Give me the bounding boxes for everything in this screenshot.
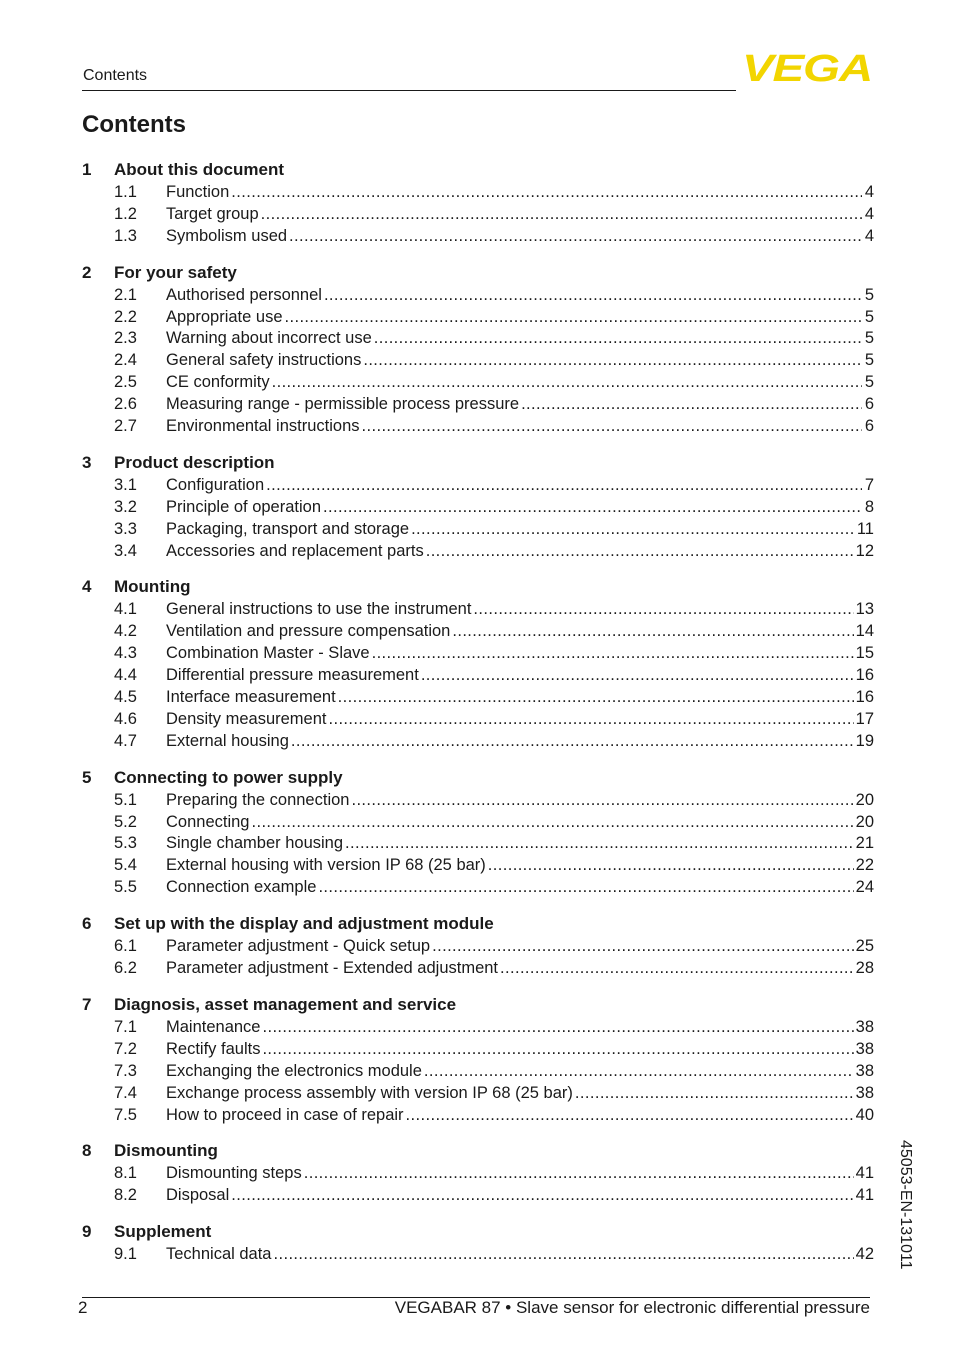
toc-entry[interactable] [82,790,874,812]
toc-entry-page: 15 [855,644,874,663]
toc-entry[interactable] [82,1163,874,1185]
toc-dot-leader [406,1105,854,1127]
toc-section-heading[interactable] [82,451,874,475]
toc-entry-title: External housing [166,731,289,750]
toc-dot-leader [421,665,854,687]
toc-section-number: 6 [82,914,92,934]
toc-section-heading[interactable] [82,158,874,182]
toc-entry-number: 6.2 [114,959,137,978]
toc-entry-page: 41 [855,1186,874,1205]
toc-entry-page: 5 [864,285,874,304]
toc-entry[interactable] [82,833,874,855]
header-label: Contents [83,67,148,84]
toc-entry[interactable] [82,731,874,753]
toc-entry-number: 4.1 [114,600,137,619]
toc-entry[interactable] [82,475,874,497]
toc-section-heading[interactable] [82,912,874,936]
toc-entry[interactable] [82,621,874,643]
toc-dot-leader [262,1017,853,1039]
toc-entry-number: 2.6 [114,395,137,414]
toc-dot-leader [363,350,862,372]
toc-entry-title: Exchange process assembly with version IP 68 (25 bar) [166,1083,573,1102]
toc-entry-number: 7.5 [114,1105,137,1124]
toc-dot-leader [426,541,854,563]
toc-entry-number: 2.3 [114,329,137,348]
toc-section [82,575,874,752]
toc-section [82,451,874,563]
toc-entry-page: 5 [864,307,874,326]
toc-entry-title: Measuring range - permissible process pressure [166,395,520,414]
page-title: Contents [82,111,186,138]
toc-entry[interactable] [82,1244,874,1266]
toc-entry-title: Parameter adjustment - Quick setup [166,937,431,956]
toc-entry[interactable] [82,350,874,372]
toc-entry-page: 5 [864,329,874,348]
toc-entry-number: 2.7 [114,417,137,436]
toc-section-title: Diagnosis, asset management and service [114,994,457,1014]
toc-entry-page: 38 [855,1039,874,1058]
toc-section-number: 5 [82,767,92,787]
toc-entry-page: 5 [864,373,874,392]
toc-dot-leader [304,1163,854,1185]
toc-entry-page: 41 [855,1164,874,1183]
toc-entry-number: 8.2 [114,1186,137,1205]
toc-section-title: Set up with the display and adjustment module [114,914,494,934]
toc-entry-page: 17 [855,709,874,728]
toc-dot-leader [488,855,854,877]
toc-entry[interactable] [82,855,874,877]
toc-entry-number: 7.3 [114,1061,137,1080]
toc-entry[interactable] [82,1083,874,1105]
toc-entry[interactable] [82,1039,874,1061]
toc-entry-title: Maintenance [166,1017,261,1036]
toc-entry[interactable] [82,204,874,226]
toc-entry[interactable] [82,665,874,687]
toc-entry-page: 40 [855,1105,874,1124]
toc-entry-number: 5.2 [114,812,137,831]
toc-entry-page: 38 [855,1017,874,1036]
toc-entry-number: 6.1 [114,937,137,956]
toc-entry-number: 4.2 [114,622,137,641]
toc-entry[interactable] [82,709,874,731]
toc-dot-leader [323,497,862,519]
document-code: 45053-EN-131011 [897,1140,914,1270]
toc-entry-title: Environmental instructions [166,417,360,436]
toc-dot-leader [266,475,862,497]
toc-entry-number: 4.3 [114,644,137,663]
toc-dot-leader [272,372,862,394]
toc-entry-page: 24 [855,878,874,897]
toc-entry-title: How to proceed in case of repair [166,1105,404,1124]
toc-entry-number: 9.1 [114,1245,137,1264]
toc-section-title: For your safety [114,262,237,282]
toc-entry-page: 20 [855,790,874,809]
toc-entry[interactable] [82,643,874,665]
toc-dot-leader [372,643,854,665]
toc-entry-page: 4 [864,183,874,201]
toc-entry-number: 4.4 [114,666,137,685]
toc-entry[interactable] [82,328,874,350]
toc-entry-page: 16 [855,688,874,707]
toc-entry-number: 5.5 [114,878,137,897]
toc-entry-page: 8 [864,497,874,516]
toc-entry-page: 14 [855,622,874,641]
vega-logo-text: VEGA [742,52,872,84]
toc-entry-title: General safety instructions [166,351,362,370]
toc-dot-leader [231,1185,853,1207]
toc-entry-title: Rectify faults [166,1039,261,1058]
toc-entry-title: Principle of operation [166,497,322,516]
toc-dot-leader [274,1244,854,1266]
toc-section-heading[interactable] [82,766,874,790]
toc-entry-title: Parameter adjustment - Extended adjustment [166,959,499,978]
toc-dot-leader [291,731,854,753]
toc-entry-page: 19 [855,731,874,750]
toc-section-number: 7 [82,994,92,1014]
toc-entry[interactable] [82,285,874,307]
toc-entry-title: Accessories and replacement parts [166,541,424,560]
toc-dot-leader [351,790,853,812]
toc-dot-leader [262,1039,853,1061]
toc-entry-title: Authorised personnel [166,285,322,304]
toc-dot-leader [345,833,854,855]
toc-entry-title: CE conformity [166,373,270,392]
toc-entry-number: 7.2 [114,1039,137,1058]
toc-entry-title: Single chamber housing [166,834,344,853]
toc-section [82,1139,874,1207]
toc-entry-title: Combination Master - Slave [166,644,370,663]
toc-dot-leader [285,307,863,329]
toc-section-number: 9 [82,1222,92,1242]
toc-entry-page: 4 [864,204,874,223]
toc-entry-number: 2.4 [114,351,137,370]
toc-entry-page: 12 [855,541,874,560]
toc-section-heading[interactable] [82,1139,874,1163]
toc-entry[interactable] [82,307,874,329]
toc-dot-leader [251,812,853,834]
toc-entry[interactable] [82,877,874,899]
toc-entry-title: Technical data [166,1245,272,1264]
toc-entry-number: 4.5 [114,688,137,707]
toc-dot-leader [328,709,853,731]
toc-entry[interactable] [82,1185,874,1207]
toc-entry[interactable] [82,599,874,621]
toc-entry-title: Ventilation and pressure compensation [166,622,451,641]
toc-entry-title: Configuration [166,475,265,494]
toc-dot-leader [432,936,854,958]
toc-section-title: About this document [114,160,284,179]
toc-entry-number: 3.4 [114,541,137,560]
toc-entry[interactable] [82,226,874,248]
toc-section-title: Connecting to power supply [114,767,343,787]
toc-section-heading[interactable] [82,261,874,285]
toc-entry-number: 4.6 [114,709,137,728]
toc-entry[interactable] [82,936,874,958]
toc-entry-title: Packaging, transport and storage [166,519,410,538]
toc-entry-page: 21 [855,834,874,853]
toc-section-number: 2 [82,262,92,282]
toc-entry-page: 4 [864,226,874,245]
toc-section-title: Product description [114,452,275,472]
toc-entry-title: Appropriate use [166,307,283,326]
toc-entry[interactable] [82,812,874,834]
footer-title: VEGABAR 87 • Slave sensor for electronic differential pressure [394,1298,870,1317]
toc-dot-leader [374,328,862,350]
toc-entry-page: 28 [855,959,874,978]
toc-entry-title: General instructions to use the instrument [166,600,472,619]
toc-entry-number: 1.3 [114,226,137,245]
toc-section-heading[interactable] [82,993,874,1017]
toc-entry-title: Differential pressure measurement [166,666,419,685]
toc-entry-title: Symbolism used [166,226,288,245]
toc-section-number: 8 [82,1141,92,1161]
toc-entry[interactable] [82,519,874,541]
toc-entry-page: 11 [856,519,874,538]
toc-entry-page: 7 [864,475,874,494]
toc-entry-number: 1.2 [114,204,137,223]
table-of-contents [82,158,874,1279]
toc-entry-number: 5.4 [114,856,137,875]
toc-entry-number: 2.1 [114,285,137,304]
toc-section-heading[interactable] [82,1220,874,1244]
toc-entry[interactable] [82,1105,874,1127]
toc-entry-title: Interface measurement [166,688,336,707]
toc-entry-number: 5.1 [114,790,137,809]
toc-dot-leader [362,416,862,438]
toc-entry-title: Density measurement [166,709,327,728]
toc-entry-page: 25 [855,937,874,956]
toc-dot-leader [338,687,854,709]
toc-dot-leader [424,1061,854,1083]
toc-entry-title: Function [166,183,230,201]
toc-dot-leader [261,204,862,226]
toc-entry-title: Connecting [166,812,250,831]
toc-entry-number: 2.2 [114,307,137,326]
footer-page-number: 2 [78,1298,88,1317]
toc-section-number: 1 [82,160,92,179]
toc-entry-title: Warning about incorrect use [166,329,372,348]
toc-entry-page: 42 [855,1245,874,1264]
toc-dot-leader [473,599,853,621]
toc-entry-page: 16 [855,666,874,685]
vega-logo [741,52,873,84]
toc-section [82,912,874,980]
toc-entry-number: 3.2 [114,497,137,516]
toc-entry-page: 6 [864,395,874,414]
toc-entry-number: 5.3 [114,834,137,853]
toc-dot-leader [231,182,862,204]
toc-dot-leader [324,285,862,307]
toc-section [82,1220,874,1266]
toc-dot-leader [289,226,862,248]
toc-entry-number: 7.1 [114,1017,137,1036]
toc-dot-leader [575,1083,854,1105]
toc-entry[interactable] [82,394,874,416]
toc-entry-page: 6 [864,417,874,436]
toc-entry-number: 3.1 [114,475,137,494]
toc-dot-leader [411,519,855,541]
toc-section-number: 3 [82,452,92,472]
toc-section-title: Supplement [114,1222,212,1242]
toc-dot-leader [452,621,853,643]
toc-section [82,158,874,248]
toc-entry-page: 38 [855,1061,874,1080]
toc-entry-number: 7.4 [114,1083,137,1102]
toc-entry[interactable] [82,416,874,438]
toc-entry[interactable] [82,1061,874,1083]
toc-section-number: 4 [82,577,92,597]
toc-entry-page: 38 [855,1083,874,1102]
toc-entry-title: Exchanging the electronics module [166,1061,422,1080]
toc-entry-number: 1.1 [114,183,137,201]
toc-section [82,766,874,899]
toc-entry-title: Dismounting steps [166,1164,302,1183]
toc-entry[interactable] [82,958,874,980]
toc-section [82,993,874,1126]
toc-entry[interactable] [82,372,874,394]
toc-section-heading[interactable] [82,575,874,599]
toc-entry[interactable] [82,541,874,563]
toc-section-title: Mounting [114,577,191,597]
toc-entry-page: 22 [855,856,874,875]
toc-entry-number: 4.7 [114,731,137,750]
toc-entry-page: 5 [864,351,874,370]
header-rule [82,90,736,91]
toc-entry-number: 2.5 [114,373,137,392]
toc-entry-page: 20 [855,812,874,831]
toc-entry[interactable] [82,497,874,519]
toc-entry-number: 3.3 [114,519,137,538]
toc-section-title: Dismounting [114,1141,218,1161]
toc-entry-number: 8.1 [114,1164,137,1183]
toc-entry-title: Target group [166,204,259,223]
toc-entry[interactable] [82,1017,874,1039]
toc-entry-title: Disposal [166,1186,230,1205]
toc-entry-page: 13 [855,600,874,619]
toc-entry-title: Preparing the connection [166,790,350,809]
toc-dot-leader [500,958,854,980]
vega-logo-graphic [741,52,873,84]
toc-entry-title: Connection example [166,878,317,897]
toc-dot-leader [521,394,862,416]
toc-section [82,261,874,438]
toc-entry[interactable] [82,687,874,709]
toc-dot-leader [318,877,853,899]
toc-entry[interactable] [82,182,874,204]
toc-entry-title: External housing with version IP 68 (25 bar) [166,856,486,875]
